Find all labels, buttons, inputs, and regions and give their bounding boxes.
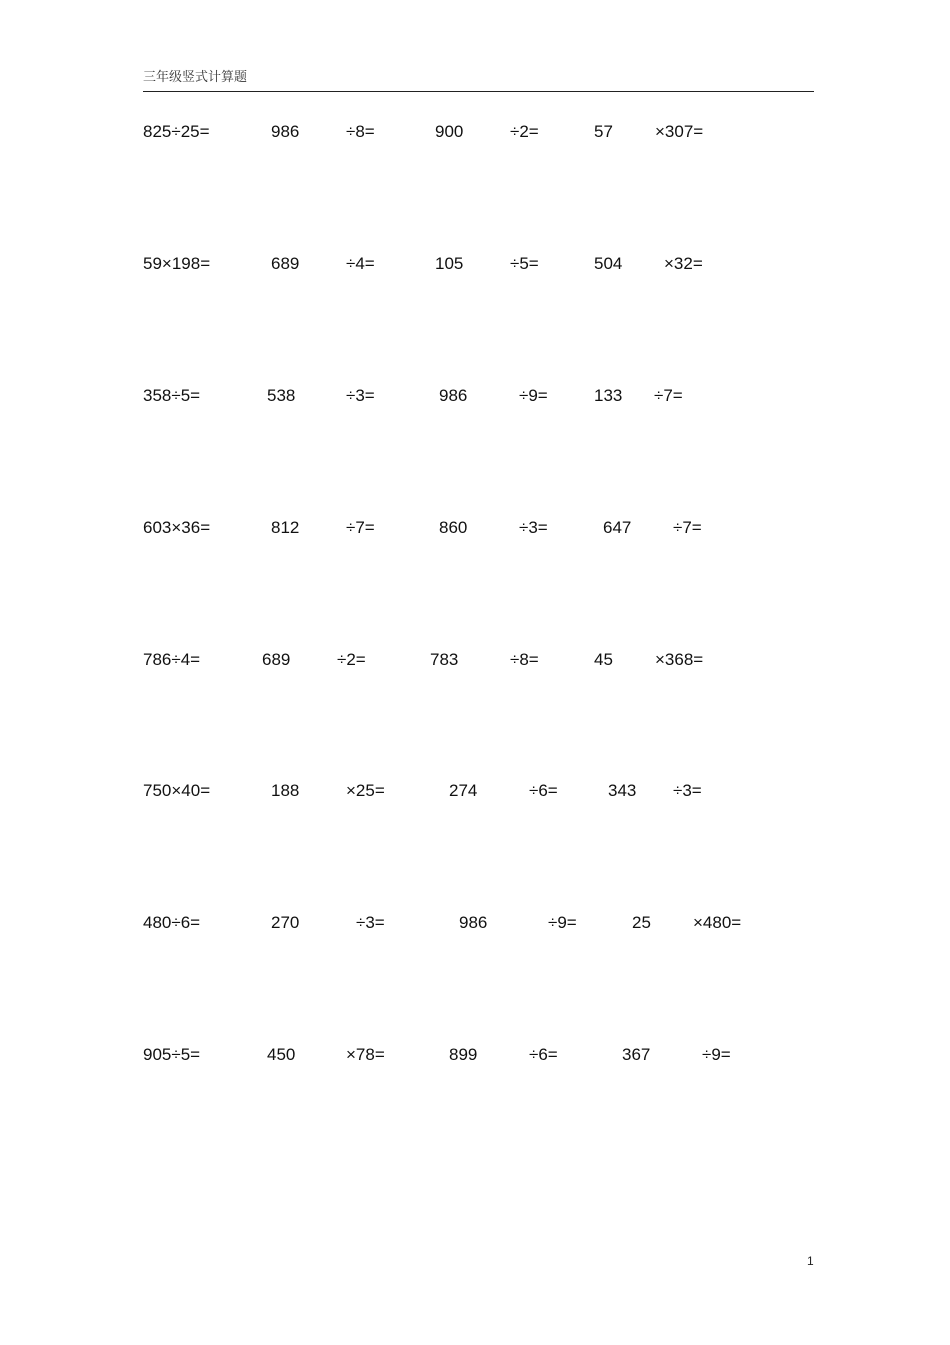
problem-text: 905÷5= xyxy=(143,1045,201,1064)
problem-text: 538 xyxy=(267,386,296,405)
problem-text: ×25= xyxy=(346,781,385,800)
problem-text: 188 xyxy=(271,781,300,800)
problem-row xyxy=(0,1043,950,1067)
problem-text: 367 xyxy=(622,1045,651,1064)
problem-row xyxy=(0,384,950,408)
problem-text: 343 xyxy=(608,781,637,800)
problem-text: ÷9= xyxy=(519,386,548,405)
problem-text: ÷4= xyxy=(346,254,375,273)
problem-text: ÷9= xyxy=(548,913,577,932)
problem-row xyxy=(0,252,950,276)
problem-text: 270 xyxy=(271,913,300,932)
problem-text: 860 xyxy=(439,518,468,537)
problem-text: ÷7= xyxy=(654,386,683,405)
problem-text: 133 xyxy=(594,386,623,405)
problem-text: 986 xyxy=(271,122,300,141)
problem-text: 689 xyxy=(262,650,291,669)
problem-text: 750×40= xyxy=(143,781,211,800)
problem-text: ×480= xyxy=(693,913,742,932)
problem-text: 647 xyxy=(603,518,632,537)
problem-text: 603×36= xyxy=(143,518,211,537)
problem-text: ×78= xyxy=(346,1045,385,1064)
problem-text: 825÷25= xyxy=(143,122,210,141)
problem-text: 900 xyxy=(435,122,464,141)
problem-text: 786÷4= xyxy=(143,650,201,669)
problem-text: ÷6= xyxy=(529,781,558,800)
problem-text: 25 xyxy=(632,913,651,932)
problem-text: 274 xyxy=(449,781,478,800)
problem-text: ÷7= xyxy=(673,518,702,537)
problem-text: ×32= xyxy=(664,254,703,273)
problem-row xyxy=(0,516,950,540)
page-number: 1 xyxy=(807,1254,814,1268)
problem-text: ÷6= xyxy=(529,1045,558,1064)
problem-text: 480÷6= xyxy=(143,913,201,932)
problem-text: 57 xyxy=(594,122,613,141)
problem-row xyxy=(0,911,950,935)
header-rule xyxy=(143,91,814,92)
problem-text: ×307= xyxy=(655,122,704,141)
problem-text: ÷8= xyxy=(346,122,375,141)
problem-text: ÷9= xyxy=(702,1045,731,1064)
problem-text: 59×198= xyxy=(143,254,211,273)
problem-text: ÷3= xyxy=(519,518,548,537)
problem-text: ÷3= xyxy=(673,781,702,800)
problem-row xyxy=(0,779,950,803)
problem-text: 783 xyxy=(430,650,459,669)
problem-row xyxy=(0,648,950,672)
problem-text: ÷2= xyxy=(510,122,539,141)
problem-text: 358÷5= xyxy=(143,386,201,405)
problem-row xyxy=(0,120,950,144)
page-header-title: 三年级竖式计算题 xyxy=(143,70,248,85)
problem-text: ÷2= xyxy=(337,650,366,669)
problem-text: 105 xyxy=(435,254,464,273)
problem-text: ÷7= xyxy=(346,518,375,537)
problem-text: ÷3= xyxy=(346,386,375,405)
problem-text: 504 xyxy=(594,254,623,273)
problem-text: 689 xyxy=(271,254,300,273)
problem-text: ÷8= xyxy=(510,650,539,669)
problem-text: ×368= xyxy=(655,650,704,669)
problem-text: 986 xyxy=(459,913,488,932)
problem-text: ÷5= xyxy=(510,254,539,273)
problem-text: 45 xyxy=(594,650,613,669)
problem-text: 986 xyxy=(439,386,468,405)
problem-text: 812 xyxy=(271,518,300,537)
problem-text: ÷3= xyxy=(356,913,385,932)
problem-text: 899 xyxy=(449,1045,478,1064)
problem-text: 450 xyxy=(267,1045,296,1064)
